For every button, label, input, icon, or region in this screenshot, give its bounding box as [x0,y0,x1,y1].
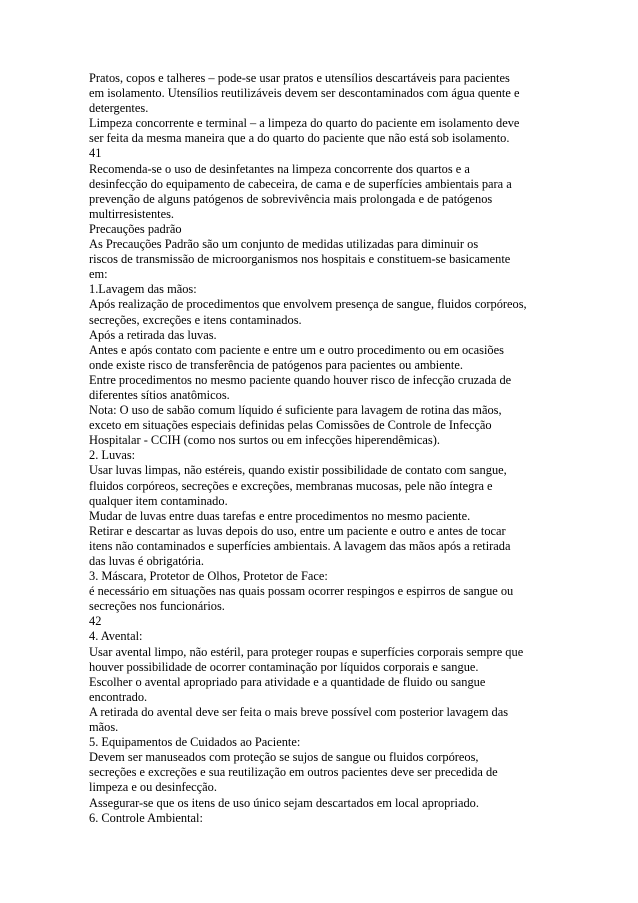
text-line: houver possibilidade de ocorrer contaminação por líquidos corporais e sangue. [89,659,479,674]
text-line: Assegurar-se que os itens de uso único sejam descartados em local apropriado. [89,795,479,810]
text-line: é necessário em situações nas quais possam ocorrer respingos e espirros de sangue ou [89,584,514,599]
text-line: secreções nos funcionários. [89,599,225,614]
text-line: Hospitalar - CCIH (como nos surtos ou em infecções hiperendêmicas). [89,433,440,448]
text-line: 2. Luvas: [89,448,136,463]
text-line: desinfecção do equipamento de cabeceira, de cama e de superfícies ambientais para a [89,176,512,191]
text-line: Antes e após contato com paciente e entre um e outro procedimento ou em ocasiões [89,342,504,357]
text-line: riscos de transmissão de microorganismos nos hospitais e constituem-se basicamente [89,252,511,267]
text-line: Recomenda-se o uso de desinfetantes na limpeza concorrente dos quartos e a [89,161,470,176]
text-line: diferentes sítios anatômicos. [89,387,230,402]
text-line: secreções, excreções e itens contaminados. [89,312,302,327]
text-line: fluidos corpóreos, secreções e excreções, membranas mucosas, pele não íntegra e [89,478,493,493]
text-line: As Precauções Padrão são um conjunto de medidas utilizadas para diminuir os [89,237,479,252]
text-line: Entre procedimentos no mesmo paciente quando houver risco de infecção cruzada de [89,372,512,387]
text-line: Pratos, copos e talheres – pode-se usar pratos e utensílios descartáveis para pacientes [89,71,510,85]
text-line: Precauções padrão [89,221,182,236]
text-line: limpeza e ou desinfecção. [89,780,217,795]
text-line: detergentes. [89,101,149,116]
text-line: mãos. [89,720,119,735]
text-line: 4. Avental: [89,629,143,644]
text-line: Usar luvas limpas, não estéreis, quando existir possibilidade de contato com sangue, [89,463,507,478]
text-line: Limpeza concorrente e terminal – a limpeza do quarto do paciente em isolamento deve [89,116,520,131]
text-line: Usar avental limpo, não estéril, para proteger roupas e superfícies corporais sempre que [89,644,524,659]
text-line: 1.Lavagem das mãos: [89,282,197,297]
text-line: ser feita da mesma maneira que a do quarto do paciente que não está sob isolamento. [89,131,510,146]
text-line: qualquer item contaminado. [89,493,228,508]
text-line: 42 [89,614,102,629]
text-line: em isolamento. Utensílios reutilizáveis devem ser descontaminados com água quente e [89,86,520,101]
text-line: Mudar de luvas entre duas tarefas e entre procedimentos no mesmo paciente. [89,508,471,523]
text-line: multirresistentes. [89,206,174,221]
text-line: 6. Controle Ambiental: [89,810,203,825]
text-line: itens não contaminados e superfícies ambientais. A lavagem das mãos após a retirada [89,538,511,553]
text-line: secreções e excreções e sua reutilização em outros pacientes deve ser precedida de [89,765,498,780]
text-line: Nota: O uso de sabão comum líquido é suficiente para lavagem de rotina das mãos, [89,403,502,418]
text-line: onde existe risco de transferência de patógenos para pacientes ou ambiente. [89,357,463,372]
text-line: das luvas é obrigatória. [89,554,204,568]
text-line: encontrado. [89,689,148,704]
text-line: Devem ser manuseados com proteção se sujos de sangue ou fluidos corpóreos, [89,750,479,765]
text-line: Retirar e descartar as luvas depois do uso, entre um paciente e outro e antes de tocar [89,523,506,538]
text-line: A retirada do avental deve ser feita o mais breve possível com posterior lavagem das [89,704,509,719]
text-line: exceto em situações especiais definidas pelas Comissões de Controle de Infecção [89,418,492,433]
text-line: em: [89,267,108,282]
document-body-text [89,71,559,826]
text-line: 5. Equipamentos de Cuidados ao Paciente: [89,735,301,750]
text-line: 41 [89,146,102,161]
text-line: Após realização de procedimentos que envolvem presença de sangue, fluidos corpóreos, [89,297,527,312]
text-line: Após a retirada das luvas. [89,327,217,342]
text-line: prevenção de alguns patógenos de sobrevivência mais prolongada e de patógenos [89,191,493,206]
text-line: 3. Máscara, Protetor de Olhos, Protetor de Face: [89,569,328,584]
text-line: Escolher o avental apropriado para atividade e a quantidade de fluido ou sangue [89,674,486,689]
